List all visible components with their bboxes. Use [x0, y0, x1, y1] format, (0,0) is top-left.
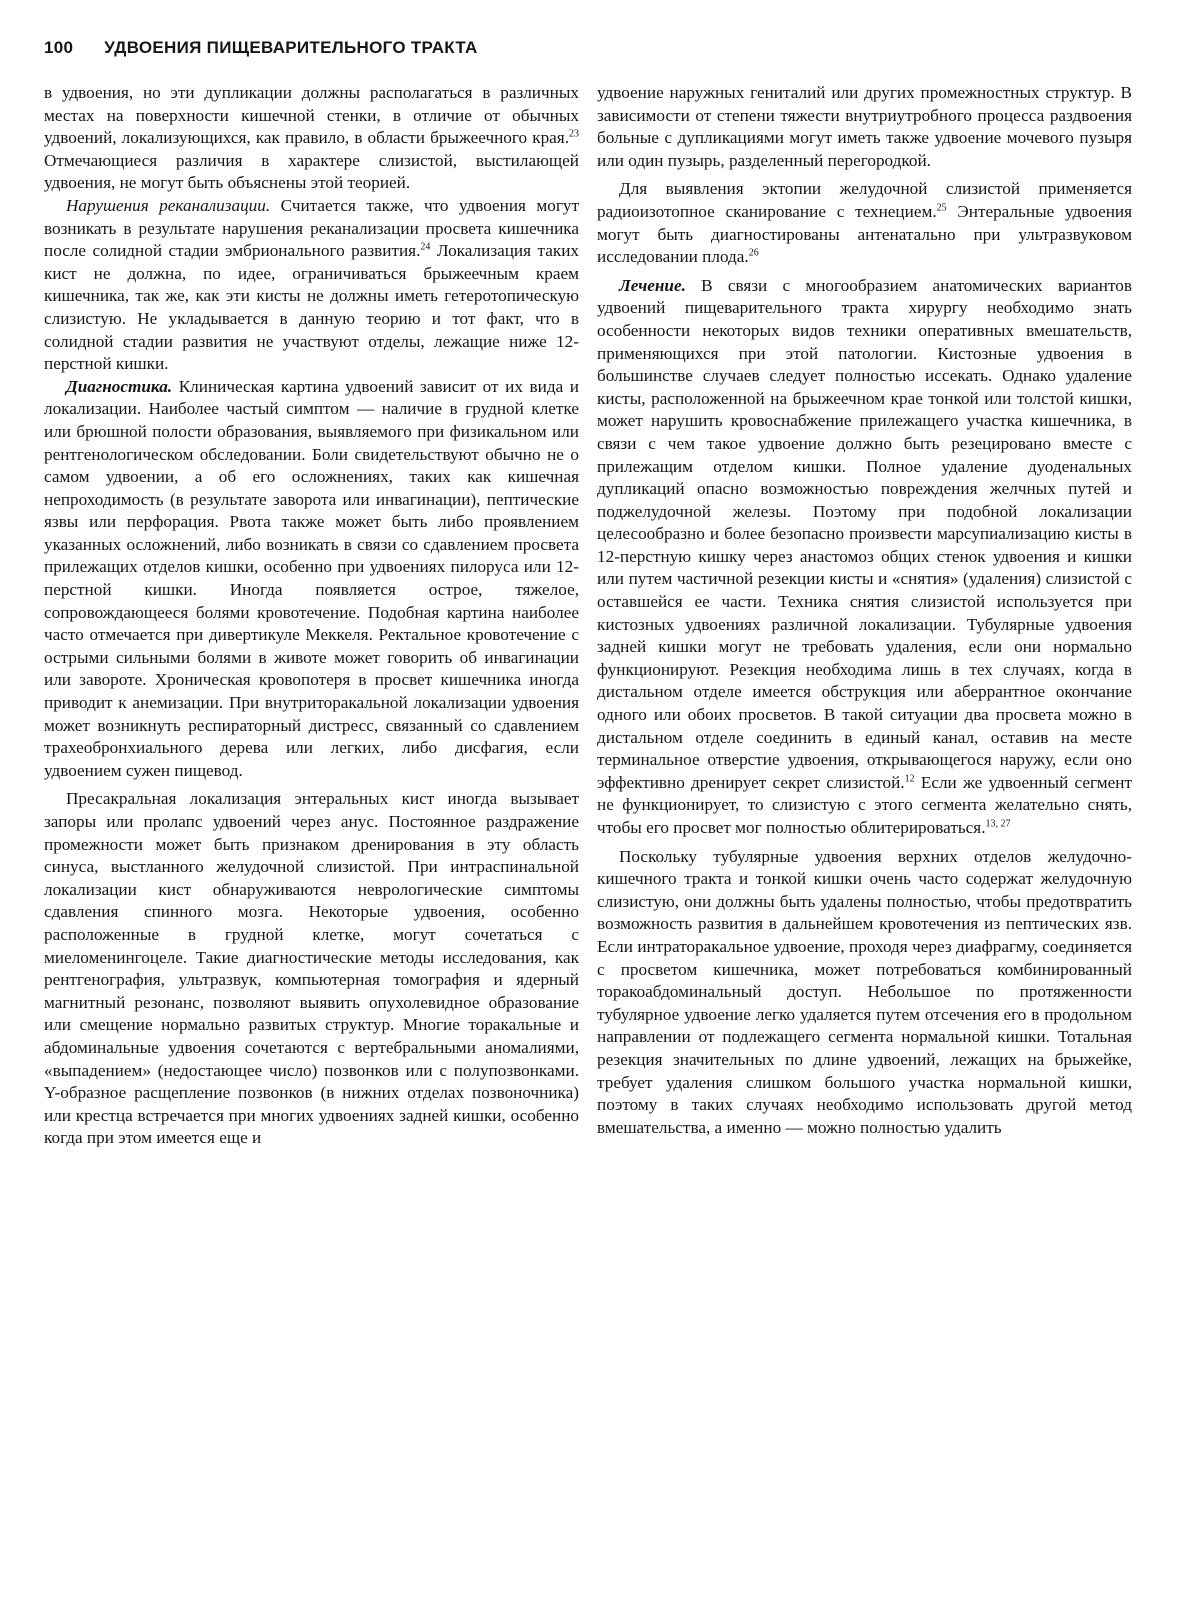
paragraph: Для выявления эктопии желудочной слизистой применяется радиоизотопное сканирование с технецием.$^{25}$ Энтеральные удвоения могут быть диагностированы антенатально при ультразвуковом исследовании плода.$^{26}$	[597, 179, 1132, 267]
left-column	[44, 82, 579, 1150]
section-heading: Диагностика.	[66, 376, 173, 396]
paragraph: Диагностика. Клиническая картина удвоений зависит от их вида и локализации. Наиболее частый симптом — наличие в грудной клетке или брюшной полости образования, выявляемого при физикальном или рентгенологическом обследовании. Боли свидетельствуют обычно не о самом удвоении, а об его осложнениях, таких как кишечная непроходимость (в результате заворота или инвагинации), пептические язвы или перфорация. Рвота также может быть либо проявлением указанных осложнений, либо возникать в связи со сдавлением просвета прилежащих отделов кишки, особенно при удвоениях пилоруса или 12-перстной кишки. Иногда появляется острое, тяжелое, сопровождающееся болями кровотечение. Подобная картина наиболее часто отмечается при дивертикуле Меккеля. Ректальное кровотечение с острыми сильными болями в животе может говорить об инвагинации или завороте. Хроническая кровопотеря в просвет кишечника иногда приводит к анемизации. При внутриторакальной локализации удвоения может возникнуть респираторный дистресс, связанный со сдавлением трахеобронхиального дерева или легких, либо дисфагия, если удвоением сужен пищевод.	[44, 376, 579, 780]
paragraph: Нарушения реканализации. Считается также, что удвоения могут возникать в результате нарушения реканализации просвета кишечника после солидной стадии эмбрионального развития.$^{24}$ Локализация таких кист не должна, по идее, ограничиваться брыжеечным краем кишечника, так же, как эти кисты не должны иметь гетеротопическую слизистую. Не укладывается в данную теорию и тот факт, что в солидной стадии развития не участвуют отделы, лежащие ниже 12-перстной кишки.	[44, 195, 579, 374]
footnote-ref: 13, 27	[985, 818, 1011, 830]
footnote-ref: 12	[904, 773, 915, 785]
paragraph: в удвоения, но эти дупликации должны располагаться в различных местах на поверхности кишечной стенки, в отличие от обычных удвоений, локализующихся, как правило, в области брыжеечного края.$^{23}$ Отмечающиеся различия в характере слизистой, выстилающей удвоения, не могут быть объяснены этой теорией.	[44, 83, 579, 193]
footnote-ref: 25	[936, 202, 947, 214]
section-heading: Лечение.	[619, 275, 686, 295]
chapter-title: УДВОЕНИЯ ПИЩЕВАРИТЕЛЬНОГО ТРАКТА	[104, 38, 478, 57]
footnote-ref: 24	[420, 241, 431, 253]
paragraph: Поскольку тубулярные удвоения верхних отделов желудочно-кишечного тракта и тонкой кишки очень часто содержат желудочную слизистую, они должны быть удалены полностью, чтобы предотвратить возможность развития в дальнейшем кровотечения из пептических язв. Если интраторакальное удвоение, проходя через диафрагму, соединяется с просветом кишечника, может потребоваться комбинированный торакоабдоминальный доступ. Небольшое по протяженности тубулярное удвоение легко удаляется путем отсечения его в продольном направлении от подлежащего сегмента нормальной кишки. Тотальная резекция значительных по длине удвоений, лежащих на брыжейке, требует удаления слишком большого участка нормальной кишки, поэтому в таких случаях необходимо использовать другой метод вмешательства, а именно — можно полностью удалить	[597, 846, 1132, 1137]
paragraph: удвоение наружных гениталий или других промежностных структур. В зависимости от степени тяжести внутриутробного процесса раздвоения больные с дупликациями могут иметь также удвоение мочевого пузыря или один пузырь, разделенный перегородкой.	[597, 83, 1132, 170]
right-column	[597, 82, 1132, 1139]
section-heading: Нарушения реканализации.	[66, 195, 271, 215]
footnote-ref: 26	[748, 247, 759, 259]
paragraph: Пресакральная локализация энтеральных кист иногда вызывает запоры или пролапс удвоений через анус. Постоянное раздражение промежности может быть признаком дренирования в эту область синуса, выстланного желудочной слизистой. При интраспинальной локализации кист обнаруживаются неврологические симптомы сдавления спинного мозга. Некоторые удвоения, особенно расположенные в грудной клетке, могут сочетаться с миеломенингоцеле. Такие диагностические методы исследования, как рентгенография, ультразвук, компьютерная томография и ядерный магнитный резонанс, позволяют выявить опухолевидное образование или смещение нормально развитых структур. Многие торакальные и абдоминальные удвоения сочетаются с вертебральными аномалиями, «выпадением» (недостающее число) позвонков или с полупозвонками. Y-образное расщепление позвонков (в нижних отделах позвоночника) или крестца встречается при многих удвоениях задней кишки, особенно когда при этом имеется еще и	[44, 789, 579, 1148]
page-number: 100	[44, 38, 74, 57]
paragraph: Лечение. В связи с многообразием анатомических вариантов удвоений пищеварительного тракта хирургу необходимо знать особенности некоторых видов техники оперативных вмешательств, применяющихся при этой патологии. Кистозные удвоения в большинстве случаев следует полностью иссекать. Однако удаление кисты, расположенной на брыжеечном крае тонкой или толстой кишки, может нарушить кровоснабжение прилежащего участка кишечника, в связи с чем такое удвоение должно быть резецировано вместе с прилежащим отделом кишки. Полное удаление дуоденальных дупликаций опасно возможностью повреждения желчных путей и поджелудочной железы. Поэтому при подобной локализации целесообразно и более безопасно произвести марсупиализацию кисты в 12-перстную кишку через анастомоз общих стенок удвоения и кишки или путем частичной резекции кисты и «снятия» (удаления) слизистой с оставшейся ее части. Техника снятия слизистой используется при кистозных удвоениях различной локализации. Тубулярные удвоения задней кишки могут не требовать удаления, если они нормально функционируют. Резекция необходима лишь в тех случаях, когда в дистальном отделе имеется обструкция или аберрантное окончание одного или обоих просветов. В такой ситуации два просвета можно в дистальном отделе соединить в единый канал, оставив на месте терминальное отверстие удвоения, открывающегося наружу, если оно эффективно дренирует секрет слизистой.$^{12}$ Если же удвоенный сегмент не функционирует, то слизистую с этого сегмента желательно снять, чтобы его просвет мог полностью облитерироваться.$^{13, 27}$	[597, 275, 1132, 837]
footnote-ref: 23	[569, 128, 579, 140]
running-header	[44, 38, 478, 58]
